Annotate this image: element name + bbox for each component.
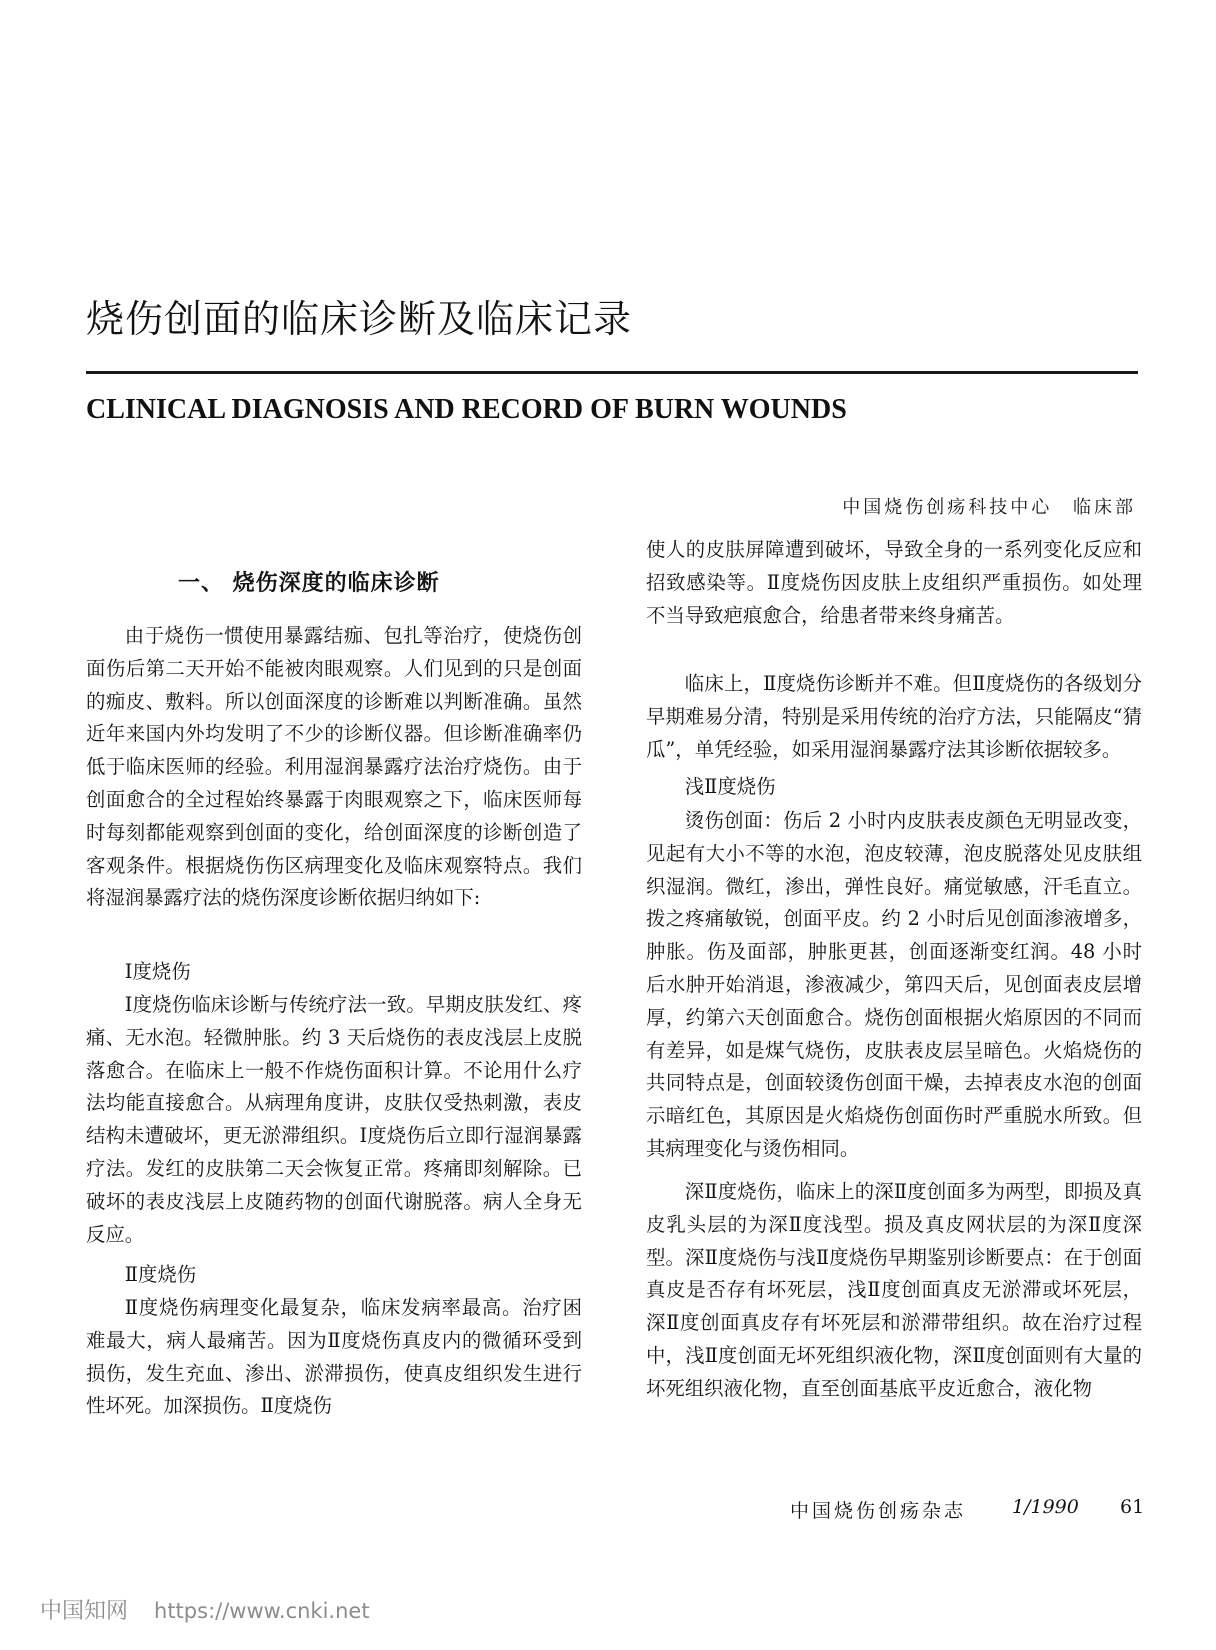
article-title-cn: 烧伤创面的临床诊断及临床记录 <box>86 297 633 341</box>
paragraph: 临床上，Ⅱ度烧伤诊断并不难。但Ⅱ度烧伤的各级划分早期难易分清，特别是采用传统的治疗方法，只能隔皮“猜瓜”，单凭经验，如采用湿润暴露疗法其诊断依据较多。 <box>646 672 1142 761</box>
page-footer <box>790 1496 1145 1523</box>
paragraph: 深Ⅱ度烧伤，临床上的深Ⅱ度创面多为两型，即损及真皮乳头层的为深Ⅱ度浅型。损及真皮网状层的为深Ⅱ度深型。深Ⅱ度烧伤与浅Ⅱ度烧伤早期鉴别诊断要点：在于创面真皮是否存有坏死层，浅Ⅱ度创面真皮无淤滞或坏死层，深Ⅱ度创面真皮存有坏死层和淤滞带组织。故在治疗过程中，浅Ⅱ度创面无坏死组织液化物，深Ⅱ度创面则有大量的坏死组织液化物，直至创面基底平皮近愈合，液化物 <box>646 1180 1142 1400</box>
paragraph: 由于烧伤一惯使用暴露结痂、包扎等治疗，使烧伤创面伤后第二天开始不能被肉眼观察。人们见到的只是创面的痂皮、敷料。所以创面深度的诊断难以判断准确。虽然近年来国内外均发明了不少的诊断仪器。但诊断准确率仍低于临床医师的经验。利用湿润暴露疗法治疗烧伤。由于创面愈合的全过程始终暴露于肉眼观察之下，临床医师每时每刻都能观察到创面的变化，给创面深度的诊断创造了客观条件。根据烧伤伤区病理变化及临床观察特点。我们将湿润暴露疗法的烧伤深度诊断依据归纳如下: <box>86 624 582 910</box>
paragraph: 使人的皮肤屏障遭到破坏，导致全身的一系列变化反应和招致感染等。Ⅱ度烧伤因皮肤上皮组织严重损伤。如处理不当导致疤痕愈合，给患者带来终身痛苦。 <box>646 538 1142 627</box>
paragraph: Ⅱ度烧伤病理变化最复杂，临床发病率最高。治疗困难最大，病人最痛苦。因为Ⅱ度烧伤真皮内的微循环受到损伤，发生充血、渗出、淤滞损伤，使真皮组织发生进行性坏死。加深损伤。Ⅱ度烧伤 <box>86 1296 582 1418</box>
watermark-url: https://www.cnki.net <box>154 1599 370 1623</box>
paragraph: Ⅰ度烧伤临床诊断与传统疗法一致。早期皮肤发红、疼痛、无水泡。轻微肿胀。约 3 天后烧伤的表皮浅层上皮脱落愈合。在临床上一般不作烧伤面积计算。不论用什么疗法均能直接愈合。从病理角度讲，皮肤仅受热刺激，表皮结构未遭破坏，更无淤滞组织。Ⅰ度烧伤后立即行湿润暴露疗法。发红的皮肤第二天会恢复正常。疼痛即刻解除。已破坏的表皮浅层上皮随药物的创面代谢脱落。病人全身无反应。 <box>86 993 582 1246</box>
subheading: Ⅰ度烧伤 <box>124 960 191 983</box>
affiliation: 中国烧伤创疡科技中心 临床部 <box>842 497 1136 518</box>
cnki-watermark <box>40 1594 370 1625</box>
paragraph: 烫伤创面：伤后 2 小时内皮肤表皮颜色无明显改变，见起有大小不等的水泡，泡皮较薄，泡皮脱落处见皮肤组织湿润。微红，渗出，弹性良好。痛觉敏感，汗毛直立。拨之疼痛敏锐，创面平皮。约 2 小时后见创面渗液增多，肿胀。伤及面部，肿胀更甚，创面逐渐变红润。48 小时后水肿开始消退，渗液减少，第四天后，见创面表皮层增厚，约第六天创面愈合。烧伤创面根据火焰原因的不同而有差异，如是煤气烧伤，皮肤表皮层呈暗色。火焰烧伤的共同特点是，创面较烫伤创面干燥，去掉表皮水泡的创面示暗红色，其原因是火焰烧伤创面伤时严重脱水所致。但其病理变化与烫伤相同。 <box>646 809 1142 1160</box>
subheading: Ⅱ度烧伤 <box>124 1263 197 1286</box>
page-number: 61 <box>1120 1496 1145 1518</box>
watermark-brand: 中国知网 <box>40 1599 129 1624</box>
subheading: 浅Ⅱ度烧伤 <box>684 775 776 798</box>
issue-number: 1/1990 <box>1012 1496 1079 1518</box>
title-rule <box>86 371 1138 374</box>
journal-name: 中国烧伤创疡杂志 <box>790 1500 967 1522</box>
article-title-en: CLINICAL DIAGNOSIS AND RECORD OF BURN WOUNDS <box>86 394 847 425</box>
section-title: 一、 烧伤深度的临床诊断 <box>178 571 440 596</box>
